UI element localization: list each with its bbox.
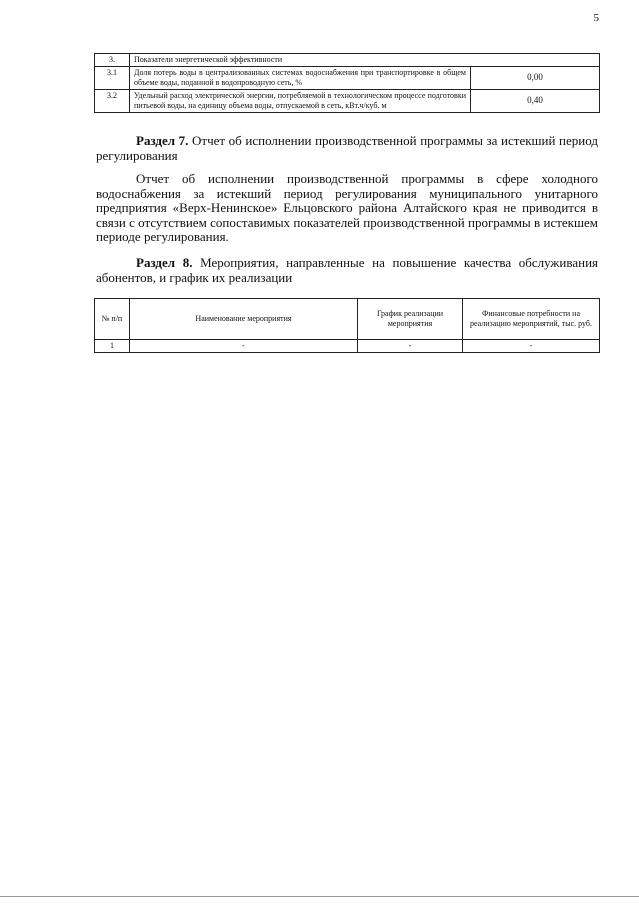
indicator-description: Доля потерь воды в централизованных системах водоснабжения при транспортировке в общем объеме воды, поданной в водопроводную сеть, % — [130, 67, 471, 90]
row-number: 3.1 — [95, 67, 130, 90]
table-cell: - — [463, 340, 600, 353]
table-row — [95, 90, 600, 113]
table-cell: - — [358, 340, 463, 353]
table-cell: 1 — [95, 340, 130, 353]
table-row — [95, 340, 600, 353]
indicator-value: 0,40 — [471, 90, 600, 113]
section7-paragraph: Отчет об исполнении производственной программы в сфере холодного водоснабжения за истекший период регулирования муниципального унитарного предприятия «Верх-Ненинское» Ельцовского района Алтайского края не приводится в связи с отсутствием сопоставимых показателей производственной программы в истекшем периоде регулирования. — [96, 171, 598, 244]
header-cell-name: Наименование мероприятия — [130, 299, 358, 340]
indicator-value: 0,00 — [471, 67, 600, 90]
section8-heading — [96, 255, 598, 285]
indicators-table — [94, 53, 600, 113]
table-row — [95, 67, 600, 90]
indicator-description: Удельный расход электрической энергии, потребляемой в технологическом процессе подготовки питьевой воды, на единицу объема воды, отпускаемой в сеть, кВт.ч/куб. м — [130, 90, 471, 113]
events-table-header-row — [95, 299, 600, 340]
header-cell-number: № п/п — [95, 299, 130, 340]
page-bottom-border — [0, 896, 639, 897]
row-number: 3.2 — [95, 90, 130, 113]
table-row — [95, 54, 600, 67]
section7-heading — [96, 133, 598, 163]
section8-label: Раздел 8. — [136, 255, 193, 270]
page-number: 5 — [593, 12, 599, 24]
header-cell-finance: Финансовые потребности на реализацию мероприятий, тыс. руб. — [463, 299, 600, 340]
table-cell: - — [130, 340, 358, 353]
section7-title: Отчет об исполнении производственной программы за истекший период регулирования — [96, 133, 598, 163]
indicator-description: Показатели энергетической эффективности — [130, 54, 600, 67]
section8-title: Мероприятия, направленные на повышение качества обслуживания абонентов, и график их реализации — [96, 255, 598, 285]
row-number: 3. — [95, 54, 130, 67]
events-table — [94, 298, 600, 353]
section7-label: Раздел 7. — [136, 133, 189, 148]
header-cell-schedule: График реализации мероприятия — [358, 299, 463, 340]
